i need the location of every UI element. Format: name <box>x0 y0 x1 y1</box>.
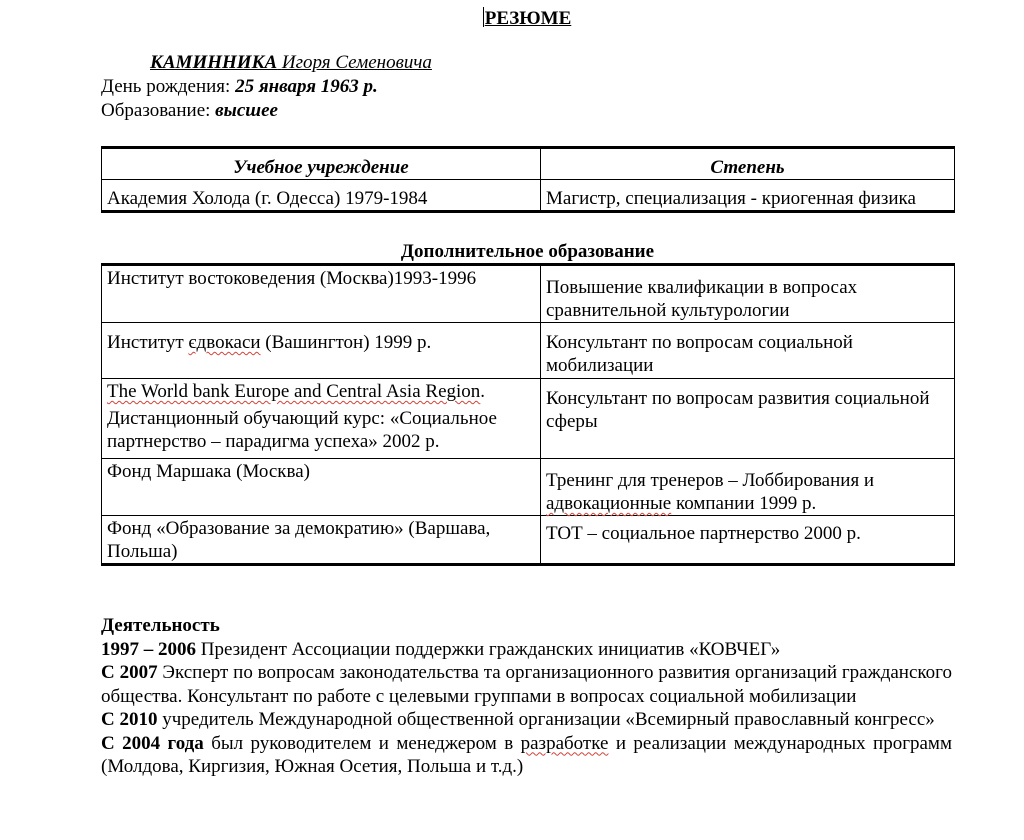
course-cell: Институт востоковедения (Москва)1993-1996 <box>102 265 541 323</box>
column-header-degree: Степень <box>541 148 955 180</box>
column-header-institution: Учебное учреждение <box>102 148 541 180</box>
activity-period: С 2007 <box>101 662 158 683</box>
degree-cell: Магистр, специализация - криогенная физика <box>541 180 955 212</box>
spellcheck-word: єдвокаси <box>188 332 261 353</box>
course-cell <box>102 323 541 379</box>
given-name: Игоря Семеновича <box>281 52 432 73</box>
activity-period: 1997 – 2006 <box>101 638 196 660</box>
course-text-pre: Институт <box>107 332 189 353</box>
qualification-text-pre: Тренинг для тренеров – Лоббирования и <box>546 470 875 491</box>
table-header-row <box>102 148 955 180</box>
activity-text: учредитель Международной общественной организации «Всемирный православный конгресс» <box>157 709 935 730</box>
spellcheck-word: разработке <box>520 732 609 754</box>
course-cell: Фонд «Образование за демократию» (Варшава, Польша) <box>102 516 541 565</box>
table-row <box>102 265 955 323</box>
course-cell <box>102 379 541 459</box>
spellcheck-phrase: The World bank Europe and Central Asia Region <box>107 381 481 402</box>
person-name <box>150 52 432 74</box>
course-text-post: (Вашингтон) 1999 р. <box>260 332 432 353</box>
table-row <box>102 459 955 516</box>
activity-item <box>101 708 952 732</box>
surname: КАМИННИКА <box>150 52 278 73</box>
course-text-post: . <box>480 381 486 402</box>
table-row <box>102 180 955 212</box>
course-description: Дистанционный обучающий курс: «Социальное партнерство – парадигма успеха» 2002 р. <box>107 408 497 452</box>
activity-period: С 2004 года <box>101 732 204 754</box>
activity-text: и реализации международных программ (Молдова, Киргизия, Южная Осетия, Польша и т.д.) <box>101 732 952 777</box>
activity-section <box>101 614 952 779</box>
qualification-cell: Консультант по вопросам развития социальной сферы <box>541 379 955 459</box>
qualification-cell: Консультант по вопросам социальной мобилизации <box>541 323 955 379</box>
institution-cell: Академия Холода (г. Одесса) 1979-1984 <box>102 180 541 212</box>
activity-period: С 2010 <box>101 709 158 730</box>
table-row <box>102 516 955 565</box>
education-label: Образование: <box>101 100 211 121</box>
additional-education-table <box>101 263 955 566</box>
birth-line <box>101 76 378 98</box>
birth-label: День рождения: <box>101 76 231 97</box>
table-row <box>102 323 955 379</box>
education-table <box>101 146 955 213</box>
qualification-cell: ТОТ – социальное партнерство 2000 р. <box>541 516 955 565</box>
activity-heading: Деятельность <box>101 615 220 636</box>
qualification-cell <box>541 459 955 516</box>
activity-item <box>101 661 952 708</box>
activity-item <box>101 732 952 779</box>
text-cursor <box>483 7 484 27</box>
activity-text: Эксперт по вопросам законодательства та организационного развития организаций гражданского общества. Консультант по работе с целевыми группами в вопросах социальной мобилизации <box>101 662 952 707</box>
activity-text-pre: был руководителем и менеджером в <box>203 732 521 754</box>
spellcheck-word: адвокационные <box>546 493 672 514</box>
activity-item <box>101 638 952 662</box>
birth-value: 25 января 1963 р. <box>235 76 378 97</box>
activity-text: Президент Ассоциации поддержки гражданских инициатив «КОВЧЕГ» <box>196 638 781 660</box>
table-row <box>102 379 955 459</box>
qualification-text-post: компании 1999 р. <box>671 493 817 514</box>
document-title <box>0 7 1024 30</box>
course-cell: Фонд Маршака (Москва) <box>102 459 541 516</box>
education-line <box>101 100 278 122</box>
title-text: РЕЗЮМЕ <box>484 8 572 29</box>
education-value: высшее <box>215 100 278 121</box>
qualification-cell: Повышение квалификации в вопросах сравнительной культурологии <box>541 265 955 323</box>
additional-education-title: Дополнительное образование <box>400 241 655 262</box>
